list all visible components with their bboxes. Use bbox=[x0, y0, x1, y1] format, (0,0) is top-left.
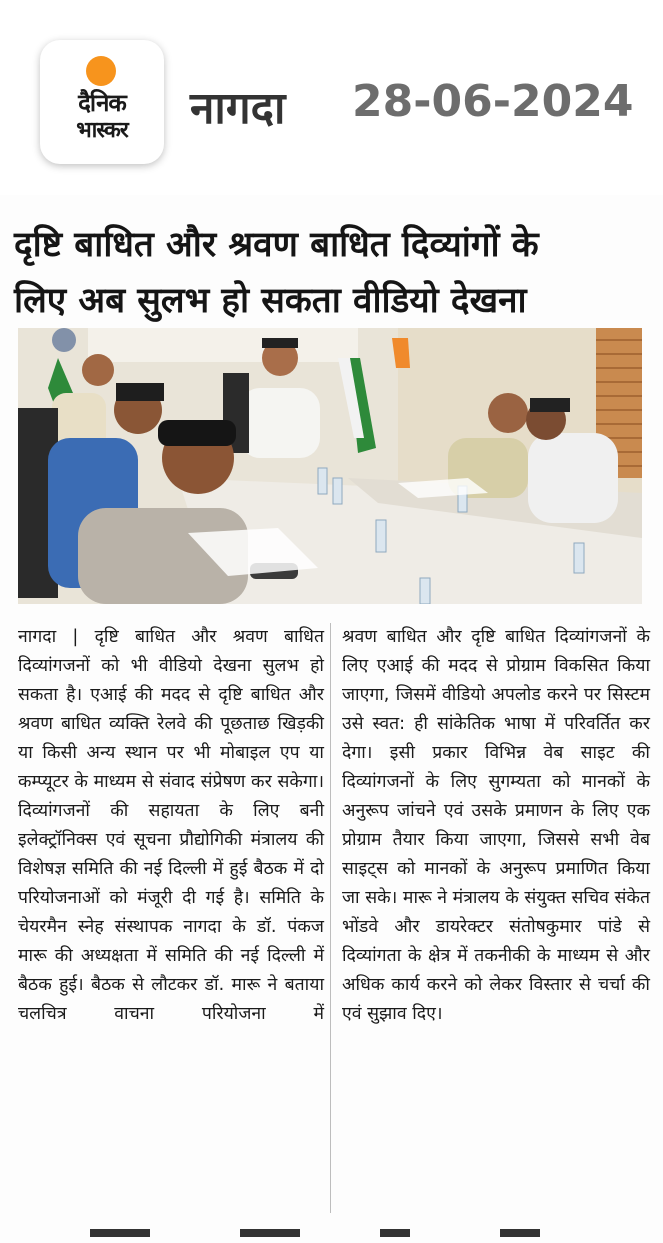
article-column-right bbox=[342, 623, 650, 1029]
logo-text-line2: भास्कर bbox=[76, 118, 128, 143]
meeting-photo-illustration bbox=[18, 328, 642, 604]
news-clipping bbox=[0, 195, 663, 1243]
column-divider bbox=[330, 623, 331, 1213]
dainik-bhaskar-logo[interactable] bbox=[40, 40, 164, 164]
logo-text-line1: दैनिक bbox=[78, 89, 126, 117]
article-headline bbox=[14, 217, 654, 329]
header bbox=[0, 0, 663, 195]
sun-icon bbox=[86, 56, 116, 86]
edition-city: नागदा bbox=[190, 83, 286, 134]
article-column-left bbox=[18, 623, 324, 1029]
article-paragraph-2: श्रवण बाधित और दृष्टि बाधित दिव्यांगजनों के लिए एआई की मदद से प्रोग्राम विकसित किया जाएगा, जिसमें वीडियो अपलोड करने पर सिस्टम उसे स्वत: ही सांकेतिक भाषा में परिवर्तित कर देगा। इसी प्रकार विभिन्न वेब साइट की दिव्यांगजनों के लिए सुगम्यता को मानकों के अनुरूप जांचने एवं उसके प्रमाणन के लिए एक प्रोग्राम तैयार किया जाएगा, जिससे सभी वेब साइट्स को मानकों के अनुरूप प्रमाणित किया जा सके। मारू ने मंत्रालय के संयुक्त सचिव संकेत भोंडवे और डायरेक्टर संतोषकुमार पांडे से दिव्यांगता के क्षेत्र में तकनीकी के माध्यम से और अधिक कार्य करने को लेकर विस्तार से चर्चा की एवं सुझाव दिए। bbox=[342, 627, 650, 1024]
next-article-fragment bbox=[0, 1225, 663, 1243]
article-paragraph-1: नागदा | दृष्टि बाधित और श्रवण बाधित दिव्यांगजनों को भी वीडियो देखना सुलभ हो सकता है। एआई की मदद से दृष्टि बाधित और श्रवण बाधित व्यक्ति रेलवे की पूछताछ खिड़की या किसी अन्य स्थान पर भी मोबाइल एप या कम्प्यूटर के माध्यम से संवाद संप्रेषण कर सकेगा। दिव्यांगजनों की सहायता के लिए बनी इलेक्ट्रॉनिक्स एवं सूचना प्रौद्योगिकी मंत्रालय की विशेषज्ञ समिति की नई दिल्ली में हुई बैठक में दो परियोजनाओं को मंजूरी दी गई है। समिति के चेयरमैन स्नेह संस्थापक नागदा के डॉ. पंकज मारू की अध्यक्षता में समिति की नई दिल्ली में बैठक हुई। बैठक से लौटकर डॉ. मारू ने बताया चलचित्र वाचना परियोजना में bbox=[18, 627, 324, 1024]
headline-line-1: दृष्टि बाधित और श्रवण बाधित दिव्यांगों के bbox=[14, 225, 539, 265]
meeting-photo bbox=[18, 328, 642, 604]
headline-line-2: लिए अब सुलभ हो सकता वीडियो देखना bbox=[14, 281, 527, 321]
edition-date: 28-06-2024 bbox=[352, 76, 634, 127]
